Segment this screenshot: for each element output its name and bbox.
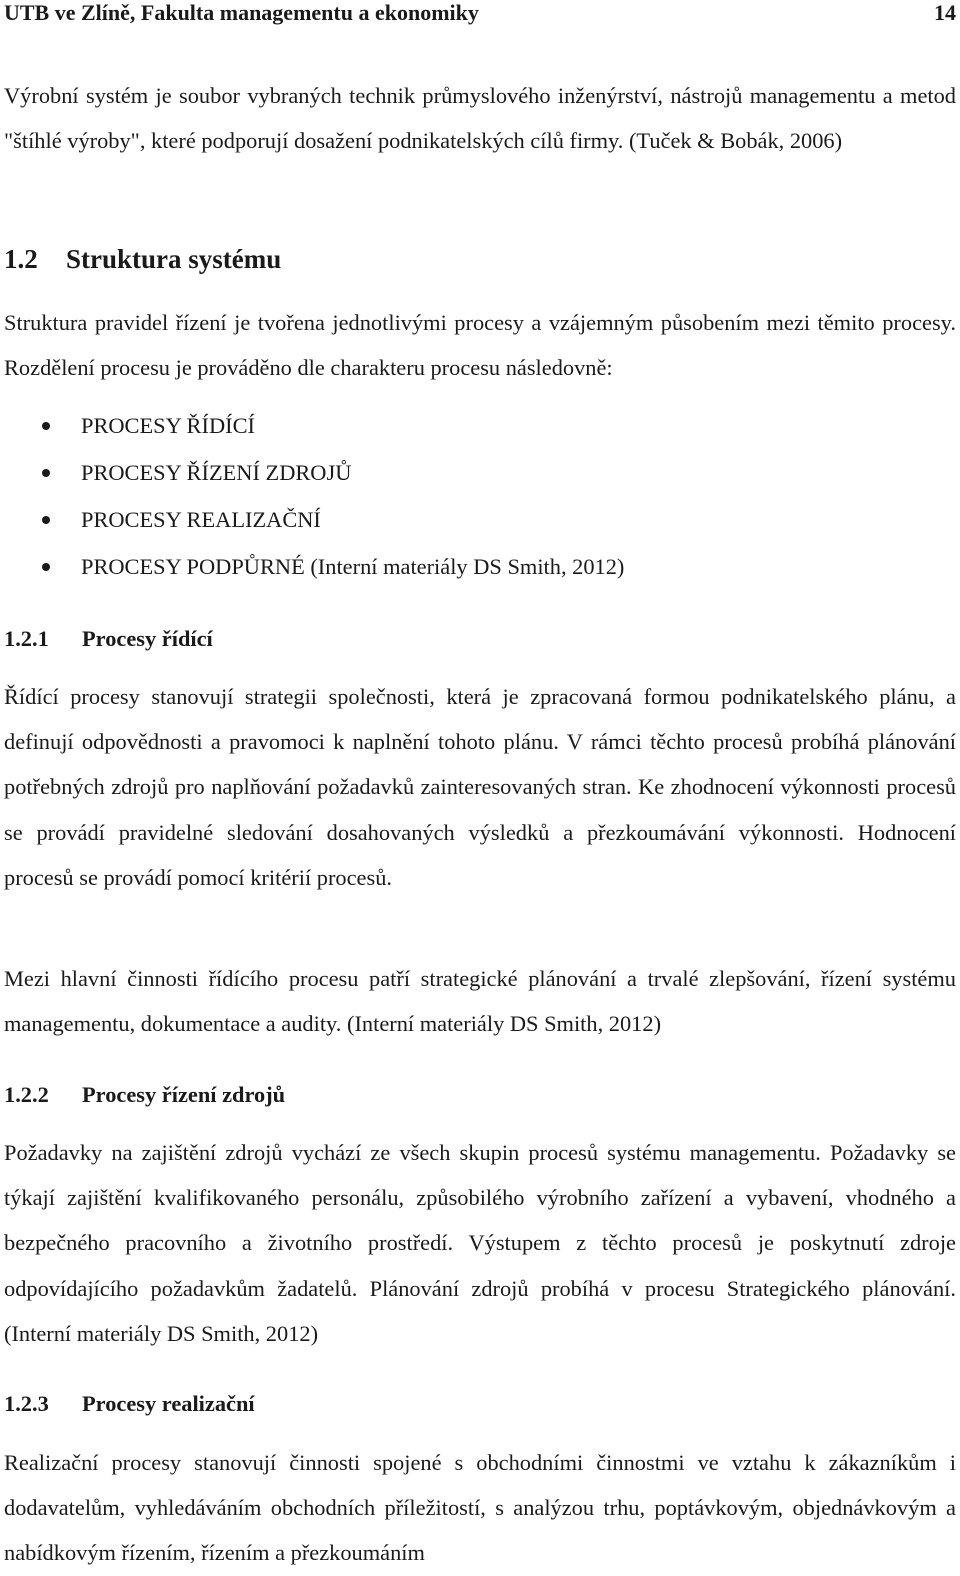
running-header [4,0,956,26]
section-heading-1-2-3 [4,1389,255,1419]
section-1-2-1-paragraph-1: Řídící procesy stanovují strategii společnosti, která je zpracovaná formou podnikatelského plánu, a definují odpovědnosti a pravomoci k naplnění tohoto plánu. V rámci těchto procesů probíhá plánování potřebných zdrojů pro naplňování požadavků zainteresovaných stran. Ke zhodnocení výkonnosti procesů se provádí pravidelné sledování dosahovaných výsledků a přezkoumávání výkonnosti. Hodnocení procesů se provádí pomocí kritérií procesů. [4,684,956,890]
section-title: Procesy řídící [82,626,213,651]
section-title: Procesy realizační [82,1391,255,1416]
section-number: 1.2.2 [4,1082,49,1107]
process-types-list [4,402,956,590]
section-1-2-1-paragraph-2: Mezi hlavní činnosti řídícího procesu patří strategické plánování a trvalé zlepšování, řízení systému managementu, dokumentace a audity. (Interní materiály DS Smith, 2012) [4,966,956,1037]
section-1-2-3-paragraph: Realizační procesy stanovují činnosti spojené s obchodními činnostmi ve vztahu k zákazníkům i dodavatelům, vyhledáváním obchodních příležitostí, s analýzou trhu, poptávkovým, objednávkovým a nabídkovým řízením, řízením a přezkoumáním [4,1450,956,1566]
section-heading-1-2-2 [4,1080,285,1110]
list-item: PROCESY REALIZAČNÍ [4,496,956,543]
section-title: Struktura systému [66,244,282,274]
list-item: PROCESY ŘÍZENÍ ZDROJŮ [4,449,956,496]
bullet-icon [42,422,50,430]
list-item: PROCESY PODPŮRNÉ (Interní materiály DS Smith, 2012) [4,543,956,590]
section-1-2-2-paragraph: Požadavky na zajištění zdrojů vychází ze všech skupin procesů systému managementu. Požadavky se týkají zajištění kvalifikovaného personálu, způsobilého výrobního zařízení a vybavení, vhodného a bezpečného pracovního a životního prostředí. Výstupem z těchto procesů je poskytnutí zdroje odpovídajícího požadavkům žadatelů. Plánování zdrojů probíhá v procesu Strategického plánování. (Interní materiály DS Smith, 2012) [4,1140,956,1346]
bullet-icon [42,563,50,571]
bullet-icon [42,469,50,477]
section-number: 1.2 [4,244,38,274]
intro-paragraph: Výrobní systém je soubor vybraných technik průmyslového inženýrství, nástrojů managementu a metod "štíhlé výroby", které podporují dosažení podnikatelských cílů firmy. (Tuček & Bobák, 2006) [4,83,956,154]
page-number: 14 [934,0,956,25]
bullet-icon [42,516,50,524]
section-heading-1-2 [4,242,281,276]
header-title: UTB ve Zlíně, Fakulta managementu a ekonomiky [4,0,479,25]
section-title: Procesy řízení zdrojů [82,1082,286,1107]
section-number: 1.2.3 [4,1391,49,1416]
section-1-2-paragraph: Struktura pravidel řízení je tvořena jednotlivými procesy a vzájemným působením mezi těmito procesy. Rozdělení procesu je prováděno dle charakteru procesu následovně: [4,310,956,381]
list-item: PROCESY ŘÍDÍCÍ [4,402,956,449]
section-heading-1-2-1 [4,624,213,654]
section-number: 1.2.1 [4,626,49,651]
